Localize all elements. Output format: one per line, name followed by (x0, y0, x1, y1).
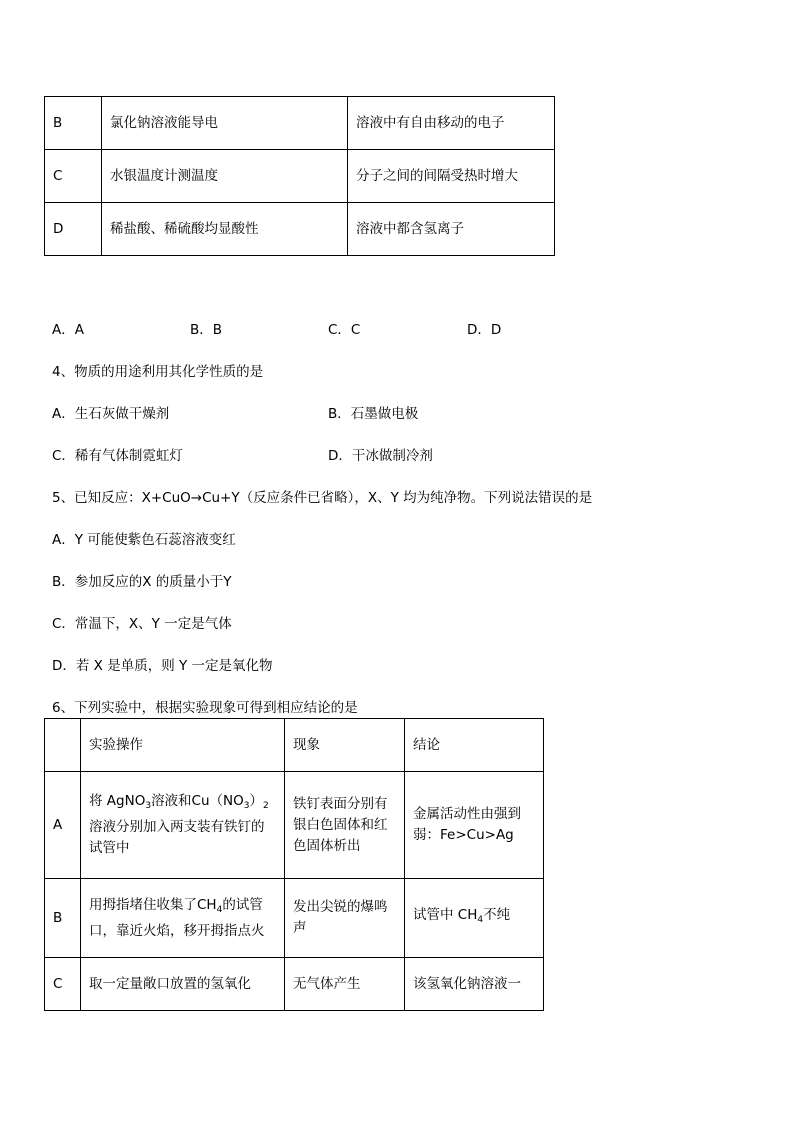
q5-option-c[interactable]: C．常温下，X、Y 一定是气体 (52, 616, 232, 632)
row-label: C (45, 150, 102, 203)
operation-cell: 用拇指堵住收集了$CH_4$的试管口，靠近火焰，移开拇指点火 (81, 879, 285, 958)
option-label: A (45, 772, 81, 879)
fact-cell: 稀盐酸、稀硫酸均显酸性 (102, 203, 348, 256)
fact-cell: 水银温度计测温度 (102, 150, 348, 203)
q4-option-d[interactable]: D．干冰做制冷剂 (328, 448, 433, 464)
q4-option-a[interactable]: A．生石灰做干燥剂 (52, 406, 170, 422)
table-row[interactable] (45, 958, 544, 1011)
option-label: B (45, 879, 81, 958)
explanation-cell: 分子之间的间隔受热时增大 (348, 150, 555, 203)
table-row (45, 97, 555, 150)
experiment-table (44, 718, 544, 1011)
q5-stem: 5、已知反应：X+CuO→Cu+Y（反应条件已省略），X、Y 均为纯净物。下列说法错误的是 (52, 490, 593, 506)
header-blank (45, 719, 81, 772)
conclusion-cell: 金属活动性由强到弱：Fe>Cu>Ag (405, 772, 544, 879)
row-label: B (45, 97, 102, 150)
q6-stem: 6、下列实验中，根据实验现象可得到相应结论的是 (52, 700, 358, 716)
operation-cell: 取一定量敞口放置的氢氧化 (81, 958, 285, 1011)
phenomenon-cell: 发出尖锐的爆鸣声 (285, 879, 405, 958)
phenomenon-cell: 铁钉表面分别有银白色固体和红色固体析出 (285, 772, 405, 879)
q3-option-d[interactable]: D．D (467, 322, 502, 338)
conclusion-cell: 试管中 $CH_4$不纯 (405, 879, 544, 958)
q5-option-d[interactable]: D．若 X 是单质，则 Y 一定是氧化物 (52, 658, 273, 674)
row-label: D (45, 203, 102, 256)
phenomenon-cell: 无气体产生 (285, 958, 405, 1011)
table-header-row (45, 719, 544, 772)
q5-option-a[interactable]: A．Y 可能使紫色石蕊溶液变红 (52, 532, 236, 548)
explanation-cell: 溶液中有自由移动的电子 (348, 97, 555, 150)
header-phenomenon: 现象 (285, 719, 405, 772)
comparison-table (44, 96, 555, 256)
q3-option-b[interactable]: B．B (190, 322, 223, 338)
header-operation: 实验操作 (81, 719, 285, 772)
table-row (45, 150, 555, 203)
conclusion-cell: 该氢氧化钠溶液一 (405, 958, 544, 1011)
operation-cell: 将 AgNO$_3$溶液和$Cu(NO_3)_2$溶液分别加入两支装有铁钉的试管中 (81, 772, 285, 879)
q4-option-c[interactable]: C．稀有气体制霓虹灯 (52, 448, 183, 464)
table-row (45, 203, 555, 256)
q3-option-c[interactable]: C．C (328, 322, 361, 338)
explanation-cell: 溶液中都含氢离子 (348, 203, 555, 256)
q5-option-b[interactable]: B．参加反应的X 的质量小于Y (52, 574, 232, 590)
q4-stem: 4、物质的用途利用其化学性质的是 (52, 364, 264, 380)
q3-option-a[interactable]: A．A (52, 322, 84, 338)
option-label: C (45, 958, 81, 1011)
header-conclusion: 结论 (405, 719, 544, 772)
table-row[interactable] (45, 772, 544, 879)
fact-cell: 氯化钠溶液能导电 (102, 97, 348, 150)
q4-option-b[interactable]: B．石墨做电极 (328, 406, 419, 422)
table-row[interactable] (45, 879, 544, 958)
